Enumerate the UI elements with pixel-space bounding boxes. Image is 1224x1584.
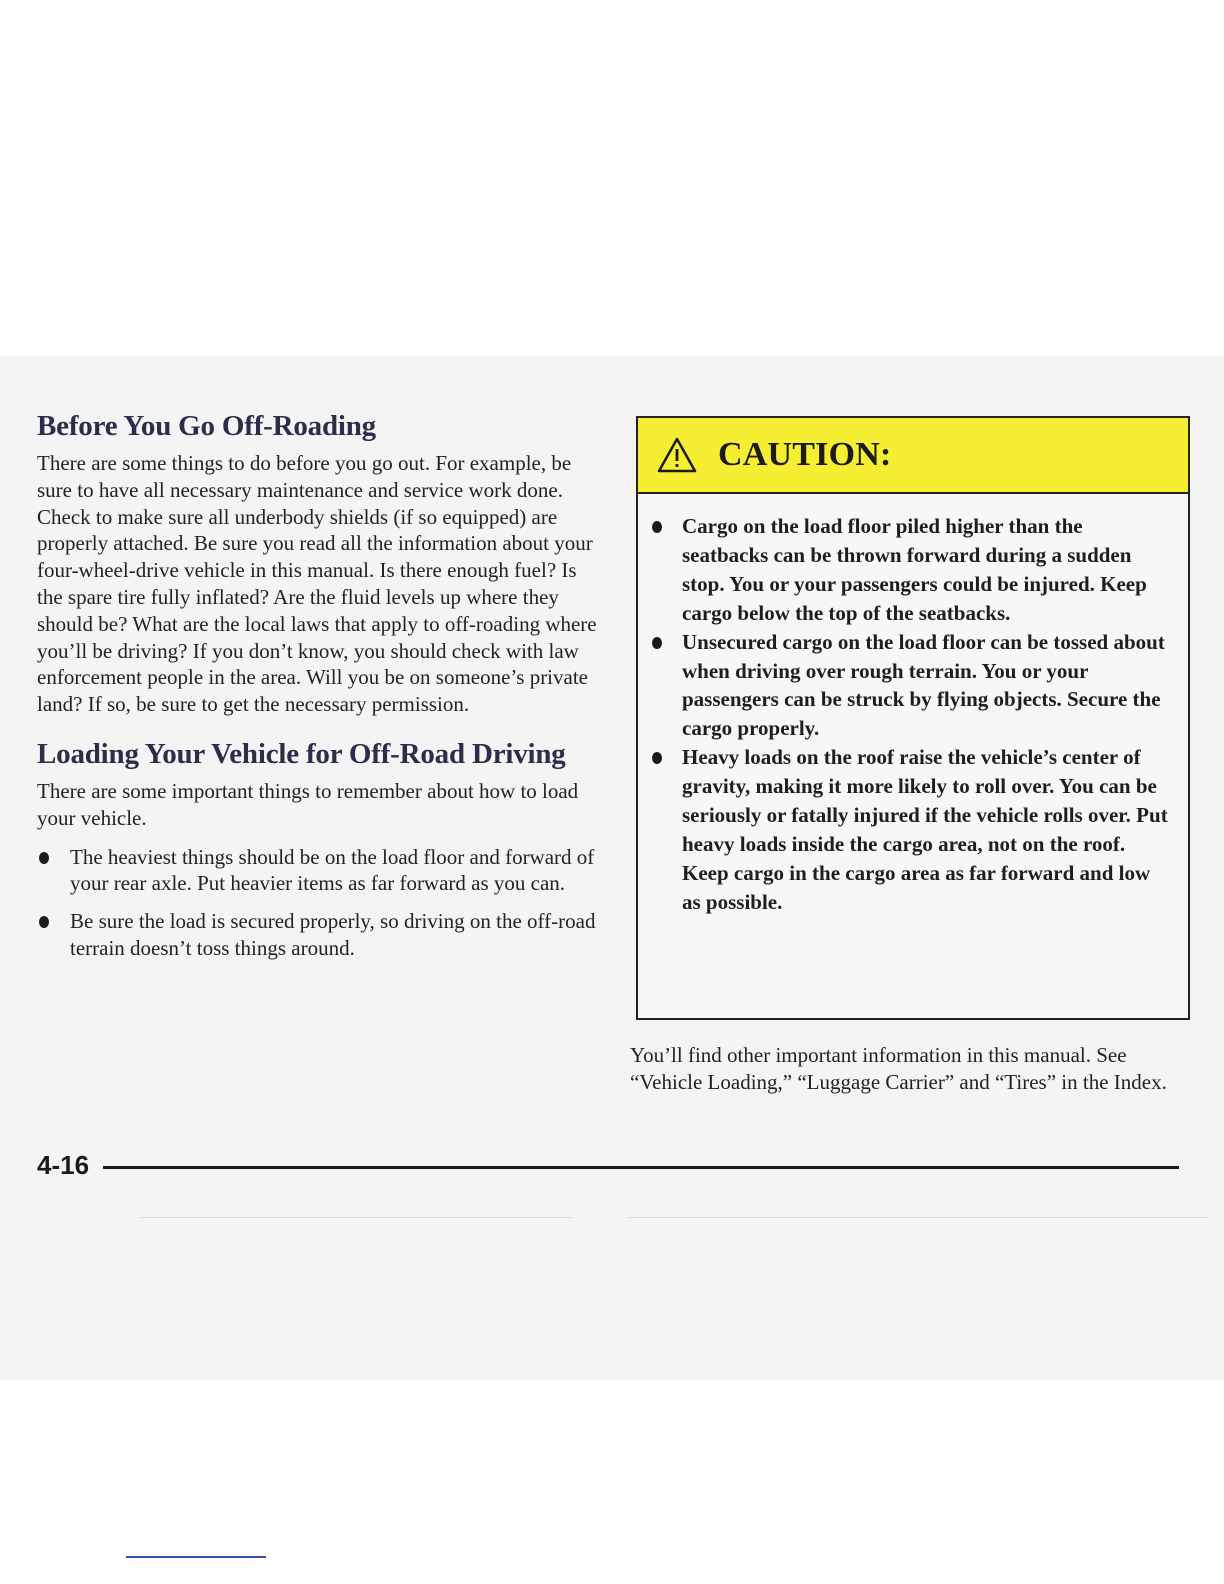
caution-header bbox=[638, 418, 1188, 494]
right-column bbox=[630, 416, 1196, 1095]
paragraph-before-off-roading: There are some things to do before you go out. For example, be sure to have all necessary maintenance and service work done. Check to make sure all underbody shields (if so equipped) are properly attached. Be sure you read all the information about your four-wheel-drive vehicle in this manual. Is there enough fuel? Is the spare tire fully inflated? Are the fluid levels up where they should be? What are the local laws that apply to off-roading where you’ll be driving? If you don’t know, you should check with law enforcement people in the area. Will you be on someone’s private land? If so, be sure to get the necessary permission. bbox=[37, 451, 597, 717]
page-number: 4-16 bbox=[37, 1150, 90, 1180]
bullet-text: Be sure the load is secured properly, so driving on the off-road terrain doesn’t toss things around. bbox=[70, 909, 596, 960]
faint-divider-right bbox=[628, 1217, 1208, 1218]
paragraph-loading-intro: There are some important things to remember about how to load your vehicle. bbox=[37, 778, 579, 830]
bullet-icon bbox=[652, 637, 662, 649]
caution-bullet-text: Unsecured cargo on the load floor can be tossed about when driving over rough terrain. You or your passengers can be struck by flying objects. Secure the cargo properly. bbox=[682, 629, 1165, 741]
bullet-icon bbox=[39, 852, 49, 864]
caution-bullet-list bbox=[638, 494, 1188, 917]
list-item bbox=[648, 743, 1168, 916]
list-item bbox=[648, 512, 1168, 628]
caution-box bbox=[636, 416, 1190, 1020]
list-item bbox=[648, 628, 1168, 744]
loading-bullet-list bbox=[37, 844, 597, 962]
bullet-icon bbox=[39, 916, 49, 928]
left-column bbox=[37, 408, 597, 973]
caution-bullet-text: Heavy loads on the roof raise the vehicle’s center of gravity, making it more likely to roll over. You can be seriously or fatally injured if the vehicle rolls over. Put heavy loads inside the cargo area, not on the roof. Keep cargo in the cargo area as far forward and low as possible. bbox=[682, 745, 1168, 914]
list-item bbox=[37, 844, 597, 898]
footer-rule bbox=[103, 1166, 1179, 1169]
list-item bbox=[37, 908, 597, 962]
faint-divider-left bbox=[140, 1217, 572, 1218]
warning-triangle-icon bbox=[656, 436, 698, 474]
heading-before-off-roading: Before You Go Off-Roading bbox=[37, 410, 376, 442]
bottom-mark bbox=[126, 1556, 266, 1558]
bullet-icon bbox=[652, 521, 662, 533]
heading-loading-vehicle: Loading Your Vehicle for Off-Road Driving bbox=[37, 737, 566, 770]
caution-bullet-text: Cargo on the load floor piled higher than the seatbacks can be thrown forward during a sudden stop. You or your passengers could be injured. Keep cargo below the top of the seatbacks. bbox=[682, 514, 1147, 625]
caution-title: CAUTION: bbox=[718, 436, 892, 473]
bullet-icon bbox=[652, 752, 662, 764]
bullet-text: The heaviest things should be on the load floor and forward of your rear axle. Put heavier items as far forward as you can. bbox=[70, 844, 595, 896]
paragraph-see-index: You’ll find other important information in this manual. See “Vehicle Loading,” “Luggage Carrier” and “Tires” in the Index. bbox=[630, 1043, 1167, 1094]
